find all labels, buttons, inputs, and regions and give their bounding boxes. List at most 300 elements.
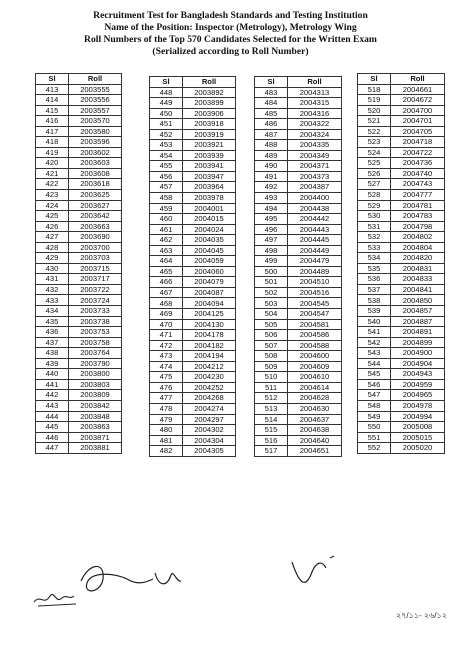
sl-cell: 521: [358, 116, 391, 127]
table-row: [36, 379, 122, 390]
sl-cell: 497: [255, 235, 288, 246]
roll-cell: 2003871: [69, 432, 122, 443]
sl-cell: 463: [150, 245, 183, 256]
table-row: [36, 263, 122, 274]
table-row: [255, 161, 342, 172]
sl-cell: 507: [255, 340, 288, 351]
sl-cell: 487: [255, 129, 288, 140]
table-row: [255, 214, 342, 225]
table-row: [150, 435, 236, 446]
table-row: [150, 361, 236, 372]
roll-cell: 2003625: [69, 190, 122, 201]
roll-cell: 2004035: [183, 235, 236, 246]
table-row: [150, 393, 236, 404]
table-row: [255, 119, 342, 130]
sl-cell: 539: [358, 306, 391, 317]
roll-cell: 2003842: [69, 400, 122, 411]
table-row: [36, 147, 122, 158]
roll-cell: 2004736: [391, 158, 445, 169]
sl-cell: 513: [255, 403, 288, 414]
table-row: [255, 435, 342, 446]
table-row: [255, 309, 342, 320]
sl-cell: 493: [255, 193, 288, 204]
sl-cell: 441: [36, 379, 69, 390]
sl-cell: 455: [150, 161, 183, 172]
table-row: [36, 126, 122, 137]
sl-cell: 413: [36, 84, 69, 95]
table-row: [150, 425, 236, 436]
roll-cell: 2003700: [69, 242, 122, 253]
roll-cell: 2004718: [391, 137, 445, 148]
col-header-roll: Roll: [391, 74, 445, 85]
table-row: [358, 379, 445, 390]
roll-cell: 2004637: [288, 414, 342, 425]
sl-cell: 434: [36, 306, 69, 317]
table-row: [358, 95, 445, 106]
table-row: [358, 390, 445, 401]
sl-cell: 447: [36, 443, 69, 454]
roll-cell: 2003596: [69, 137, 122, 148]
table-row: [150, 87, 236, 98]
roll-cell: 2004857: [391, 306, 445, 317]
roll-cell: 2003947: [183, 171, 236, 182]
roll-cell: 2004371: [288, 161, 342, 172]
roll-cell: 2003803: [69, 379, 122, 390]
sl-cell: 500: [255, 266, 288, 277]
table-row: [255, 245, 342, 256]
sl-cell: 446: [36, 432, 69, 443]
sl-cell: 473: [150, 351, 183, 362]
table-row: [255, 298, 342, 309]
table-row: [255, 319, 342, 330]
roll-cell: 2004820: [391, 253, 445, 264]
roll-cell: 2004305: [183, 446, 236, 457]
roll-cell: 2003939: [183, 150, 236, 161]
roll-cell: 2004130: [183, 319, 236, 330]
roll-cell: 2004302: [183, 425, 236, 436]
table-row: [358, 116, 445, 127]
sl-cell: 516: [255, 435, 288, 446]
sl-cell: 416: [36, 116, 69, 127]
sl-cell: 536: [358, 274, 391, 285]
sl-cell: 453: [150, 140, 183, 151]
table-row: [36, 358, 122, 369]
table-row: [358, 358, 445, 369]
roll-cell: 2004349: [288, 150, 342, 161]
table-row: [255, 182, 342, 193]
table-row: [150, 351, 236, 362]
table-row: [150, 235, 236, 246]
sl-cell: 445: [36, 422, 69, 433]
table-row: [358, 137, 445, 148]
roll-cell: 2004545: [288, 298, 342, 309]
roll-cell: 2004316: [288, 108, 342, 119]
sl-cell: 478: [150, 403, 183, 414]
sl-cell: 519: [358, 95, 391, 106]
sl-cell: 550: [358, 422, 391, 433]
table-row: [36, 327, 122, 338]
roll-cell: 2004125: [183, 309, 236, 320]
sl-cell: 456: [150, 171, 183, 182]
sl-cell: 444: [36, 411, 69, 422]
signature-3: [286, 552, 346, 592]
sl-cell: 485: [255, 108, 288, 119]
roll-cell: 2004024: [183, 224, 236, 235]
sl-cell: 458: [150, 193, 183, 204]
roll-table-3: [254, 76, 342, 457]
roll-cell: 2004661: [391, 84, 445, 95]
table-row: [150, 414, 236, 425]
sl-cell: 540: [358, 316, 391, 327]
roll-cell: 2004489: [288, 266, 342, 277]
roll-cell: 2003738: [69, 316, 122, 327]
sl-cell: 422: [36, 179, 69, 190]
table-row: [36, 369, 122, 380]
table-row: [150, 340, 236, 351]
table-row: [36, 253, 122, 264]
table-row: [150, 98, 236, 109]
sl-cell: 498: [255, 245, 288, 256]
table-row: [150, 214, 236, 225]
roll-cell: 2003602: [69, 147, 122, 158]
roll-cell: 2004001: [183, 203, 236, 214]
table-row: [255, 446, 342, 457]
table-row: [255, 150, 342, 161]
sl-cell: 452: [150, 129, 183, 140]
table-row: [358, 126, 445, 137]
roll-cell: 2005015: [391, 432, 445, 443]
roll-cell: 2004045: [183, 245, 236, 256]
table-row: [150, 330, 236, 341]
table-row: [358, 422, 445, 433]
roll-cell: 2004701: [391, 116, 445, 127]
table-row: [255, 98, 342, 109]
sl-cell: 548: [358, 400, 391, 411]
table-row: [255, 361, 342, 372]
table-row: [255, 403, 342, 414]
sl-cell: 541: [358, 327, 391, 338]
roll-cell: 2003790: [69, 358, 122, 369]
sl-cell: 440: [36, 369, 69, 380]
table-row: [36, 221, 122, 232]
roll-cell: 2003918: [183, 119, 236, 130]
sl-cell: 483: [255, 87, 288, 98]
roll-cell: 2004373: [288, 171, 342, 182]
roll-cell: 2003608: [69, 168, 122, 179]
roll-cell: 2003800: [69, 369, 122, 380]
sl-cell: 522: [358, 126, 391, 137]
roll-cell: 2003733: [69, 306, 122, 317]
sl-cell: 494: [255, 203, 288, 214]
document-header: [0, 10, 461, 58]
col-header-roll: Roll: [183, 77, 236, 88]
sl-cell: 543: [358, 348, 391, 359]
roll-cell: 2003919: [183, 129, 236, 140]
roll-cell: 2004387: [288, 182, 342, 193]
sl-cell: 484: [255, 98, 288, 109]
table-row: [150, 140, 236, 151]
roll-cell: 2003618: [69, 179, 122, 190]
roll-cell: 2004705: [391, 126, 445, 137]
table-row: [36, 411, 122, 422]
roll-cell: 2004700: [391, 105, 445, 116]
sl-cell: 474: [150, 361, 183, 372]
sl-cell: 533: [358, 242, 391, 253]
table-row: [255, 340, 342, 351]
sl-cell: 420: [36, 158, 69, 169]
roll-cell: 2003703: [69, 253, 122, 264]
table-row: [255, 266, 342, 277]
table-row: [358, 168, 445, 179]
table-row: [150, 224, 236, 235]
roll-cell: 2004743: [391, 179, 445, 190]
table-row: [255, 425, 342, 436]
roll-cell: 2003906: [183, 108, 236, 119]
roll-cell: 2004438: [288, 203, 342, 214]
col-header-roll: Roll: [69, 74, 122, 85]
roll-cell: 2003964: [183, 182, 236, 193]
roll-cell: 2004212: [183, 361, 236, 372]
roll-cell: 2004449: [288, 245, 342, 256]
table-row: [36, 200, 122, 211]
roll-cell: 2004315: [288, 98, 342, 109]
sl-cell: 442: [36, 390, 69, 401]
table-row: [255, 193, 342, 204]
roll-cell: 2004252: [183, 382, 236, 393]
table-row: [358, 316, 445, 327]
table-row: [358, 348, 445, 359]
sl-cell: 457: [150, 182, 183, 193]
table-row: [255, 351, 342, 362]
table-row: [150, 446, 236, 457]
roll-cell: 2004651: [288, 446, 342, 457]
sl-cell: 430: [36, 263, 69, 274]
table-row: [150, 309, 236, 320]
sl-cell: 481: [150, 435, 183, 446]
roll-cell: 2004274: [183, 403, 236, 414]
roll-cell: 2004887: [391, 316, 445, 327]
table-row: [358, 232, 445, 243]
table-row: [150, 245, 236, 256]
roll-cell: 2003690: [69, 232, 122, 243]
roll-cell: 2004959: [391, 379, 445, 390]
sl-cell: 542: [358, 337, 391, 348]
col-header-sl: Sl: [358, 74, 391, 85]
roll-cell: 2004628: [288, 393, 342, 404]
sl-cell: 534: [358, 253, 391, 264]
sl-cell: 448: [150, 87, 183, 98]
sl-cell: 517: [255, 446, 288, 457]
sl-cell: 527: [358, 179, 391, 190]
sl-cell: 492: [255, 182, 288, 193]
table-row: [255, 414, 342, 425]
sl-cell: 433: [36, 295, 69, 306]
roll-table-2: [149, 76, 236, 457]
sl-cell: 502: [255, 287, 288, 298]
roll-cell: 2004400: [288, 193, 342, 204]
roll-cell: 2004178: [183, 330, 236, 341]
roll-cell: 2003663: [69, 221, 122, 232]
roll-cell: 2004087: [183, 287, 236, 298]
sl-cell: 552: [358, 443, 391, 454]
table-row: [150, 108, 236, 119]
roll-cell: 2004630: [288, 403, 342, 414]
roll-cell: 2003978: [183, 193, 236, 204]
table-row: [255, 171, 342, 182]
sl-cell: 476: [150, 382, 183, 393]
col-header-sl: Sl: [255, 77, 288, 88]
roll-cell: 2004994: [391, 411, 445, 422]
table-row: [36, 348, 122, 359]
roll-cell: 2003580: [69, 126, 122, 137]
roll-cell: 2003758: [69, 337, 122, 348]
sl-cell: 471: [150, 330, 183, 341]
roll-cell: 2004442: [288, 214, 342, 225]
roll-cell: 2004833: [391, 274, 445, 285]
table-row: [150, 182, 236, 193]
roll-table-1: [35, 73, 122, 454]
roll-cell: 2004335: [288, 140, 342, 151]
roll-cell: 2004479: [288, 256, 342, 267]
sl-cell: 512: [255, 393, 288, 404]
roll-cell: 2004965: [391, 390, 445, 401]
roll-cell: 2004899: [391, 337, 445, 348]
sl-cell: 545: [358, 369, 391, 380]
table-row: [358, 190, 445, 201]
roll-cell: 2004783: [391, 211, 445, 222]
table-row: [358, 306, 445, 317]
sl-cell: 532: [358, 232, 391, 243]
sl-cell: 486: [255, 119, 288, 130]
table-row: [150, 129, 236, 140]
roll-cell: 2003921: [183, 140, 236, 151]
table-row: [358, 327, 445, 338]
table-row: [150, 171, 236, 182]
table-row: [358, 200, 445, 211]
roll-cell: 2003863: [69, 422, 122, 433]
sl-cell: 465: [150, 266, 183, 277]
table-row: [150, 382, 236, 393]
sl-cell: 505: [255, 319, 288, 330]
sl-cell: 506: [255, 330, 288, 341]
header-line-1: Recruitment Test for Bangladesh Standards and Testing Institution: [93, 10, 368, 21]
roll-cell: 2004313: [288, 87, 342, 98]
sl-cell: 451: [150, 119, 183, 130]
table-row: [150, 119, 236, 130]
roll-cell: 2005020: [391, 443, 445, 454]
roll-cell: 2004015: [183, 214, 236, 225]
table-row: [358, 242, 445, 253]
table-row: [36, 105, 122, 116]
sl-cell: 537: [358, 284, 391, 295]
table-row: [36, 95, 122, 106]
roll-cell: 2004324: [288, 129, 342, 140]
sl-cell: 436: [36, 327, 69, 338]
sl-cell: 495: [255, 214, 288, 225]
table-row: [36, 284, 122, 295]
table-row: [358, 263, 445, 274]
sl-cell: 551: [358, 432, 391, 443]
sl-cell: 449: [150, 98, 183, 109]
roll-cell: 2004614: [288, 382, 342, 393]
table-row: [358, 295, 445, 306]
roll-cell: 2003570: [69, 116, 122, 127]
sl-cell: 518: [358, 84, 391, 95]
sl-cell: 482: [150, 446, 183, 457]
table-row: [36, 190, 122, 201]
sl-cell: 464: [150, 256, 183, 267]
sl-cell: 538: [358, 295, 391, 306]
table-row: [255, 108, 342, 119]
roll-cell: 2004638: [288, 425, 342, 436]
sl-cell: 501: [255, 277, 288, 288]
table-row: [255, 330, 342, 341]
sl-cell: 544: [358, 358, 391, 369]
table-row: [36, 337, 122, 348]
roll-cell: 2003555: [69, 84, 122, 95]
table-row: [358, 84, 445, 95]
table-row: [358, 253, 445, 264]
header-line-4: (Serialized according to Roll Number): [152, 46, 309, 57]
roll-cell: 2004841: [391, 284, 445, 295]
roll-cell: 2004802: [391, 232, 445, 243]
table-row: [358, 411, 445, 422]
sl-cell: 432: [36, 284, 69, 295]
roll-cell: 2004094: [183, 298, 236, 309]
roll-cell: 2003642: [69, 211, 122, 222]
roll-cell: 2003892: [183, 87, 236, 98]
sl-cell: 423: [36, 190, 69, 201]
table-row: [150, 266, 236, 277]
roll-cell: 2004831: [391, 263, 445, 274]
sl-cell: 431: [36, 274, 69, 285]
roll-cell: 2003724: [69, 295, 122, 306]
table-row: [36, 443, 122, 454]
sl-cell: 530: [358, 211, 391, 222]
roll-cell: 2004798: [391, 221, 445, 232]
roll-cell: 2004588: [288, 340, 342, 351]
roll-cell: 2004904: [391, 358, 445, 369]
table-row: [36, 306, 122, 317]
roll-cell: 2004060: [183, 266, 236, 277]
roll-cell: 2003881: [69, 443, 122, 454]
table-row: [255, 393, 342, 404]
header-line-3: Roll Numbers of the Top 570 Candidates Selected for the Written Exam: [84, 34, 377, 45]
table-row: [358, 221, 445, 232]
roll-cell: 2004322: [288, 119, 342, 130]
table-row: [150, 403, 236, 414]
roll-cell: 2004740: [391, 168, 445, 179]
sl-cell: 466: [150, 277, 183, 288]
roll-cell: 2004194: [183, 351, 236, 362]
sl-cell: 477: [150, 393, 183, 404]
sl-cell: 467: [150, 287, 183, 298]
sl-cell: 546: [358, 379, 391, 390]
sl-cell: 535: [358, 263, 391, 274]
sl-cell: 450: [150, 108, 183, 119]
sl-cell: 470: [150, 319, 183, 330]
table-row: [358, 211, 445, 222]
roll-cell: 2003627: [69, 200, 122, 211]
table-row: [150, 203, 236, 214]
roll-cell: 2004722: [391, 147, 445, 158]
sl-cell: 428: [36, 242, 69, 253]
table-row: [36, 168, 122, 179]
table-row: [150, 161, 236, 172]
sl-cell: 425: [36, 211, 69, 222]
roll-cell: 2003753: [69, 327, 122, 338]
roll-cell: 2003603: [69, 158, 122, 169]
